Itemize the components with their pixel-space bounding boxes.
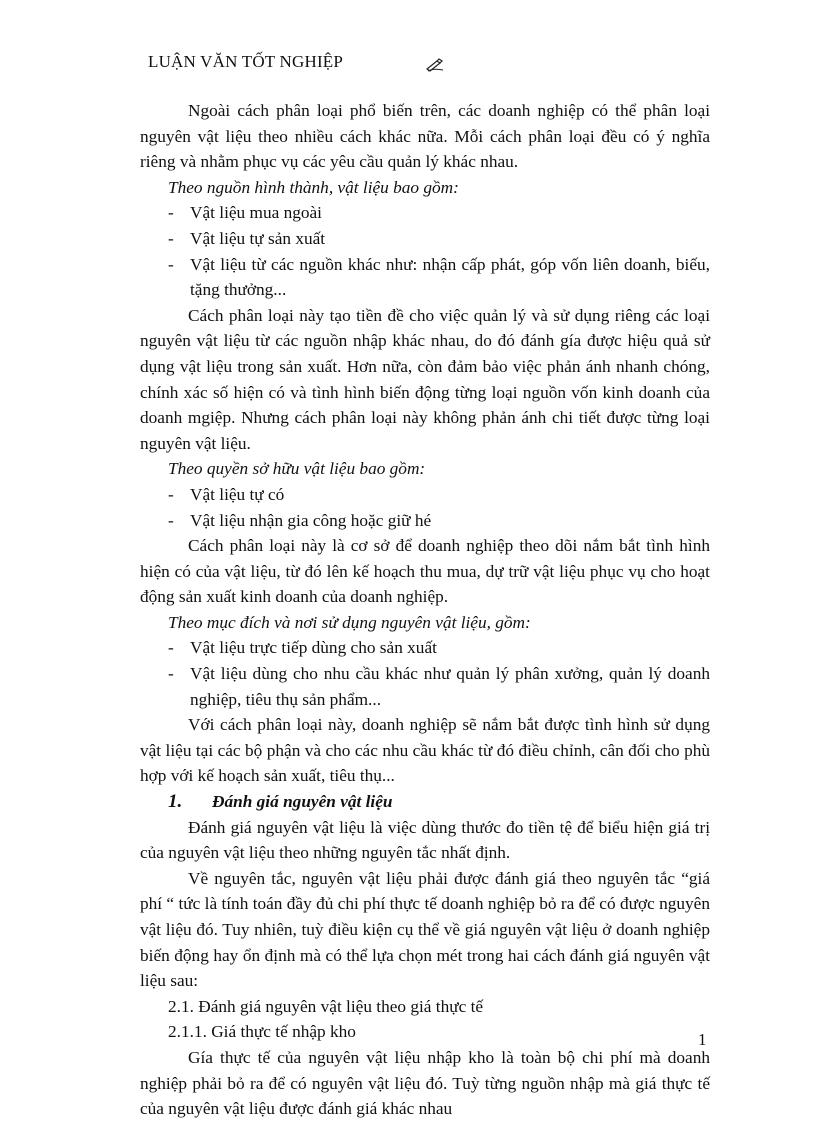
section-number: 1. xyxy=(168,791,183,813)
list-item: - Vật liệu tự có xyxy=(168,484,285,504)
list-item: - Vật liệu dùng cho nhu cầu khác như quản lý phân xưởng, quản lý doanh nghiệp, tiêu thụ sản phẩm... xyxy=(168,664,710,709)
pen-writing-icon xyxy=(426,58,444,72)
purpose-heading: Theo mục đích và nơi sử dụng nguyên vật liệu, gồm: xyxy=(168,612,531,632)
document-body xyxy=(140,98,710,1122)
list-item: - Vật liệu nhận gia công hoặc giữ hé xyxy=(168,510,432,530)
section-heading xyxy=(140,789,710,815)
list-item: - Vật liệu mua ngoài xyxy=(168,203,322,223)
running-header: LUẬN VĂN TỐT NGHIỆP xyxy=(148,52,344,71)
paragraph-actual-price: Gía thực tế của nguyên vật liệu nhập kho là toàn bộ chi phí mà doanh nghiệp phải bỏ ra để có nguyên vật liệu đó. Tuỳ từng nguồn nhập mà giá thực tế của nguyên vật liệu được đánh giá khác nhau xyxy=(140,1047,710,1119)
subsubsection-heading: 2.1.1. Giá thực tế nhập kho xyxy=(168,1022,356,1042)
list-item: - Vật liệu tự sản xuất xyxy=(168,228,326,248)
paragraph-valuation-principle: Về nguyên tắc, nguyên vật liệu phải được đánh giá theo nguyên tắc “giá phí “ tức là tính toán đầy đủ chi phí thực tế doanh nghiệp bỏ ra để có được nguyên vật liệu đó. Tuy nhiên, tuỳ điều kiện cụ thể về giá nguyên vật liệu ở doanh nghiệp biến động hay ổn định mà có thể lựa chọn mét trong hai cách đánh giá nguyên vật liệu sau: xyxy=(140,868,710,991)
subsection-title: Đánh giá nguyên vật liệu theo giá thực tế xyxy=(198,996,484,1016)
subsection-heading xyxy=(140,994,710,1020)
section-title: Đánh giá nguyên vật liệu xyxy=(212,792,393,812)
paragraph-ownership-explanation: Cách phân loại này là cơ sở để doanh nghiệp theo dõi nắm bắt tình hình hiện có của vật liệu, từ đó lên kế hoạch thu mua, dự trữ vật liệu phục vụ cho hoạt động sản xuất kinh doanh của doanh nghiệp. xyxy=(140,536,710,607)
list-item: - Vật liệu từ các nguồn khác như: nhận cấp phát, góp vốn liên doanh, biếu, tặng thưởng... xyxy=(168,254,710,300)
paragraph-intro: Ngoài cách phân loại phổ biến trên, các doanh nghiệp có thể phân loại nguyên vật liệu theo nhiều cách khác nữa. Mỗi cách phân loại đều có ý nghĩa riêng và nhằm phục vụ các yêu cầu quản lý khác nhau. xyxy=(140,101,710,172)
source-heading: Theo nguồn hình thành, vật liệu bao gồm: xyxy=(168,177,459,197)
page-number: 1 xyxy=(698,1030,707,1049)
paragraph-valuation-definition: Đánh giá nguyên vật liệu là việc dùng thước đo tiền tệ để biểu hiện giá trị của nguyên vật liệu theo những nguyên tắc nhất định. xyxy=(140,817,710,863)
list-item: - Vật liệu trực tiếp dùng cho sản xuất xyxy=(168,638,437,658)
paragraph-source-explanation: Cách phân loại này tạo tiền đề cho việc quản lý và sử dụng riêng các loại nguyên vật liệu từ các nguồn nhập khác nhau, do đó đánh gía được hiệu quả sử dụng vật liệu trong sản xuất. Hơn nữa, còn đảm bảo việc phản ánh nhanh chóng, chính xác số hiện có và tình hình biến động từng loại nguồn vốn kinh doanh của doanh mgiệp. Nhưng cách phân loại này không phản ánh chi tiết được từng loại nguyên vật liệu. xyxy=(140,305,710,453)
paragraph-purpose-explanation: Với cách phân loại này, doanh nghiệp sẽ nắm bắt được tình hình sử dụng vật liệu tại các bộ phận và cho các nhu cầu khác từ đó điều chỉnh, cân đối cho phù hợp với kế hoạch sản xuất, tiêu thụ... xyxy=(140,715,710,786)
ownership-heading: Theo quyền sở hữu vật liệu bao gồm: xyxy=(168,459,426,479)
subsection-number: 2.1. xyxy=(168,996,194,1016)
